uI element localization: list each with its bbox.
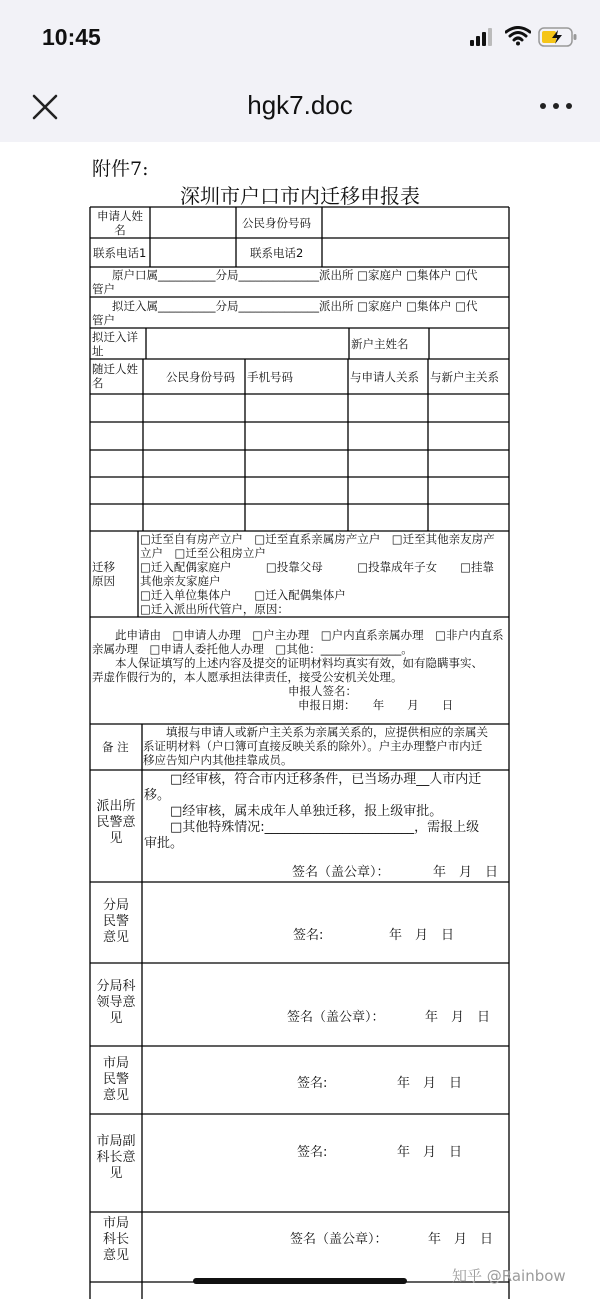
label-city-police: 市局民警意见: [102, 1056, 129, 1103]
city-deputy-sign: 签名:: [297, 1145, 328, 1160]
label-phone2: 联系电话2: [250, 246, 304, 260]
reason-line: □迁入派出所代管户，原因：: [140, 602, 289, 616]
label-city-deputy: 市局副科长意见: [96, 1134, 136, 1181]
city-police-date: 年 月 日: [397, 1076, 463, 1091]
reason-line: 立户 □迁至公租房立户: [140, 546, 266, 560]
note-line: 系证明材料（户口簿可直接反映关系的除外）。户主办理整户市内迁: [143, 739, 483, 753]
col-relation-applicant: 与申请人关系: [350, 370, 419, 384]
reason-line: □迁入配偶家庭户 □投靠父母 □投靠成年子女 □挂靠: [140, 560, 494, 574]
label-branch-police: 分局民警意见: [102, 898, 129, 945]
declare-line: 弄虚作假行为的，本人愿承担法律责任，接受公安机关处理。: [92, 670, 403, 684]
branch-leader-sign-seal: 签名（盖公章）：: [287, 1010, 385, 1025]
note-line: 移应告知户内其他挂靠成员。: [143, 753, 293, 767]
col-mobile: 手机号码: [247, 370, 293, 384]
label-citizen-id: 公民身份号码: [242, 216, 311, 230]
col-relation-head: 与新户主关系: [430, 370, 499, 384]
declare-line: 此申请由 □申请人办理 □户主办理 □户内直系亲属办理 □非户内直系: [92, 628, 504, 642]
label-city-chief: 市局科长意见: [102, 1216, 129, 1263]
police-opinion-line: 移。: [144, 788, 171, 803]
reason-line: □迁至自有房产立户 □迁至直系亲属房产立户 □迁至其他亲友房产: [140, 532, 495, 546]
nav-bar: [0, 72, 600, 142]
city-deputy-date: 年 月 日: [397, 1145, 463, 1160]
reason-line: 其他亲友家庭户: [140, 574, 221, 588]
city-chief-sign-seal: 签名（盖公章）：: [290, 1232, 388, 1247]
police-opinion-line: □经审核，属未成年人单独迁移，报上级审批。: [144, 804, 443, 819]
status-bar: [0, 0, 600, 72]
police-sign-date: 年 月 日: [433, 865, 499, 880]
city-police-sign: 签名:: [297, 1076, 328, 1091]
form-title: 深圳市户口市内迁移申报表: [180, 184, 420, 208]
move-household-line1: 拟迁入属__________分局______________派出所 □家庭户 □集体户 □代: [112, 299, 478, 313]
police-opinion-line: 审批。: [144, 836, 184, 851]
label-branch-leader: 分局科领导意见: [96, 979, 136, 1026]
col-citizen-id: 公民身份号码: [166, 370, 235, 384]
document-page: [0, 142, 600, 1299]
status-time: 10:45: [42, 24, 101, 50]
branch-leader-date: 年 月 日: [425, 1010, 491, 1025]
home-indicator[interactable]: [193, 1278, 407, 1284]
watermark: 知乎 @Rainbow: [452, 1267, 566, 1285]
branch-police-date: 年 月 日: [389, 928, 455, 943]
attachment-label: 附件7:: [92, 158, 149, 180]
form-table-grid: [0, 142, 600, 1299]
label-migration-reason: 迁移原因: [92, 560, 115, 588]
reason-line: □迁入单位集体户 □迁入配偶集体户: [140, 588, 346, 602]
declare-date: 申报日期： 年 月 日: [298, 698, 454, 712]
branch-police-sign: 签名:: [293, 928, 324, 943]
note-line: 填报与申请人或新户主关系为亲属关系的，应提供相应的亲属关: [143, 725, 488, 739]
declare-line: 本人保证填写的上述内容及提交的证明材料均真实有效，如有隐瞒事实、: [92, 656, 483, 670]
label-move-address: 拟迁入详址: [92, 330, 138, 358]
battery-charging-icon: [538, 27, 578, 47]
police-opinion-line: □其他特殊情况:_______________________，需报上级: [144, 820, 480, 835]
police-opinion-line: □经审核，符合市内迁移条件，已当场办理__人市内迁: [144, 772, 482, 787]
signal-icon: [470, 28, 496, 46]
police-sign-seal: 签名（盖公章）：: [292, 865, 390, 880]
label-companion-name: 随迁人姓名: [92, 362, 138, 390]
declare-line: 亲属办理 □申请人委托他人办理 □其他：______________。: [92, 642, 413, 656]
declarant-signature: 申报人签名：: [288, 684, 357, 698]
label-applicant-name: 申请人姓名: [97, 209, 143, 237]
orig-household-line2: 管户: [92, 282, 115, 296]
label-police-opinion: 派出所民警意见: [96, 799, 136, 846]
wifi-icon: [505, 26, 531, 46]
orig-household-line1: 原户口属__________分局______________派出所 □家庭户 □集体户 □代: [112, 268, 478, 282]
label-new-head-name: 新户主姓名: [351, 337, 409, 351]
nav-title: hgk7.doc: [247, 90, 353, 120]
more-icon[interactable]: [538, 96, 574, 116]
label-phone1: 联系电话1: [93, 246, 147, 260]
city-chief-date: 年 月 日: [428, 1232, 494, 1247]
label-note: 备 注: [102, 740, 129, 754]
move-household-line2: 管户: [92, 313, 115, 327]
